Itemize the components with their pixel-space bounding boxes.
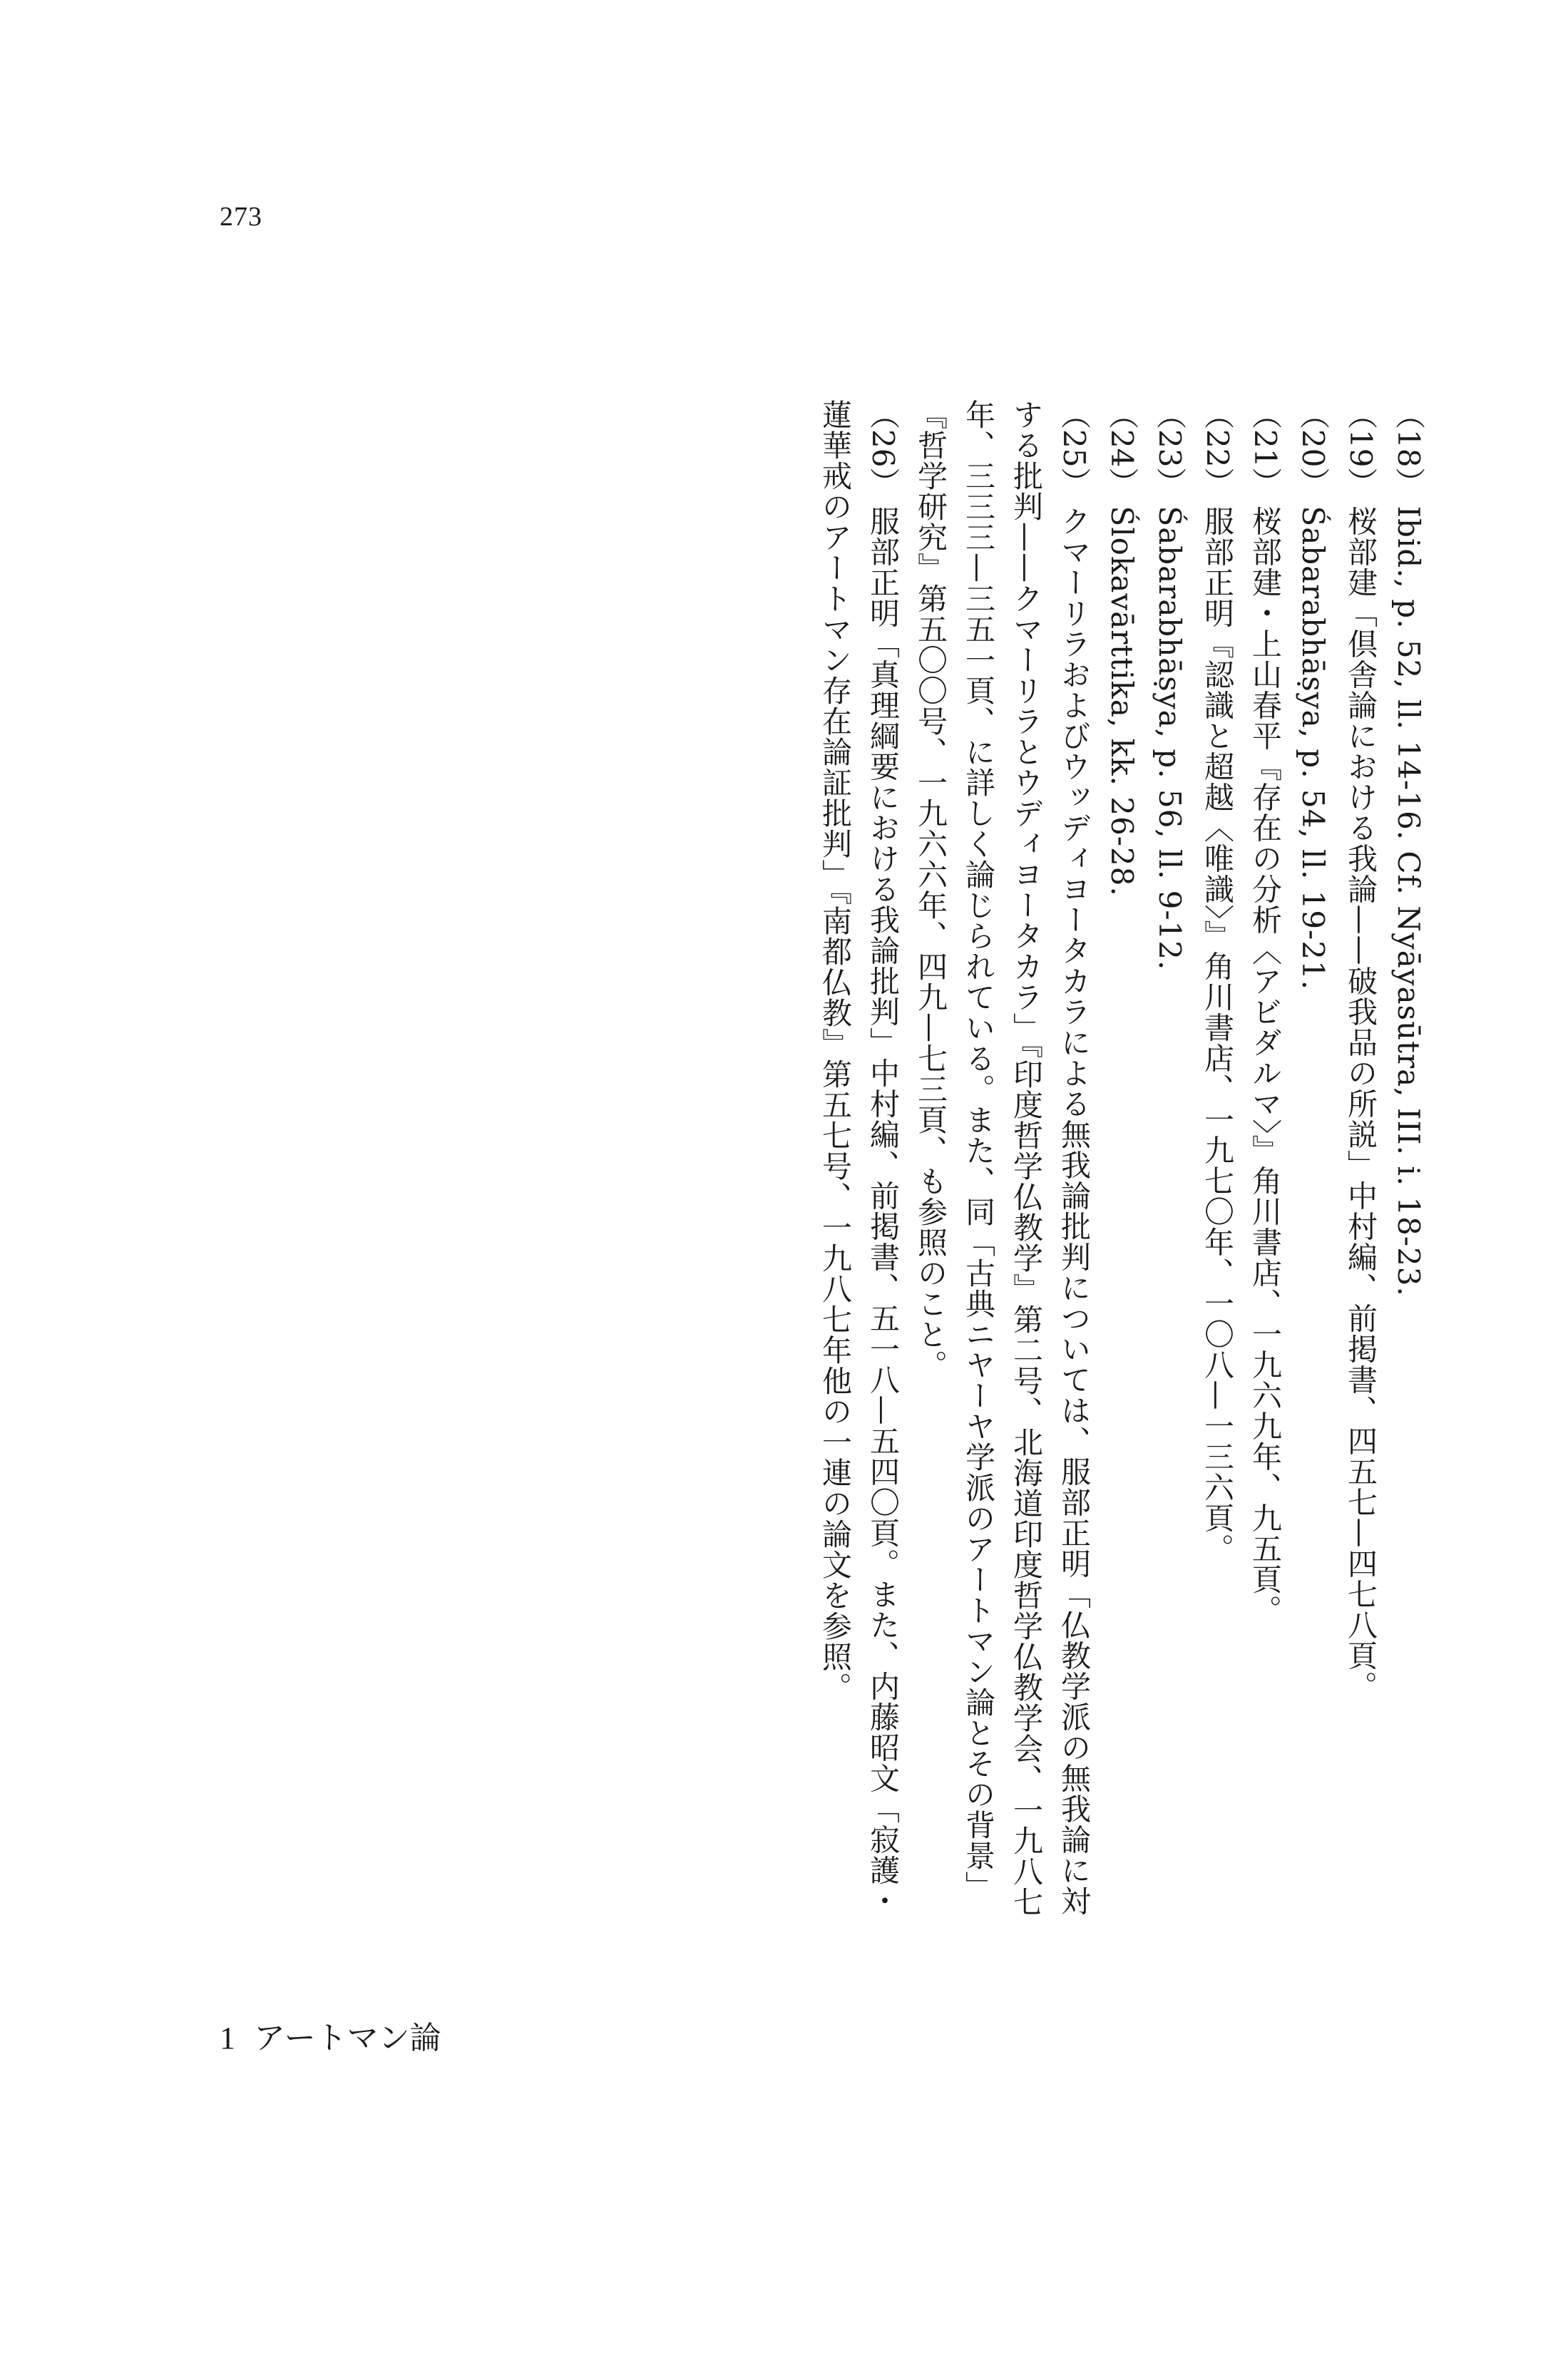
note-number: （25） bbox=[1057, 399, 1092, 498]
note-text: Ibid., p. 52, ll. 14-16. Cf. Nyāyasūtra, III. i. 18-23. bbox=[1391, 506, 1426, 1297]
note-21 bbox=[1241, 399, 1289, 1932]
note-text: 桜部建「倶舎論における我論——破我品の所説」中村編、前掲書、四五七—四七八頁。 bbox=[1343, 506, 1378, 1702]
note-number: （18） bbox=[1391, 399, 1426, 498]
note-23 bbox=[1146, 399, 1194, 1932]
note-number: （26） bbox=[866, 399, 901, 498]
note-text: 服部正明「真理綱要における我論批判」中村編、前掲書、五一八—五四〇頁。また、内藤昭文「寂護・蓮華戒のアートマン存在論証批判」『南都仏教』第五七号、一九八七年他の一連の論文を参照。 bbox=[818, 399, 901, 1917]
note-25 bbox=[907, 399, 1098, 1932]
note-number: （19） bbox=[1343, 399, 1378, 498]
note-20 bbox=[1289, 399, 1337, 1932]
endnotes bbox=[811, 399, 1433, 1932]
page-number: 273 bbox=[220, 202, 262, 232]
note-text: 桜部建・上山春平『存在の分析〈アビダルマ〉』角川書店、一九六九年、九五頁。 bbox=[1248, 506, 1283, 1626]
note-18 bbox=[1385, 399, 1433, 1932]
chapter-number: 1 bbox=[220, 2021, 235, 2056]
note-22 bbox=[1194, 399, 1241, 1932]
chapter-title: アートマン論 bbox=[254, 2020, 441, 2056]
note-19 bbox=[1337, 399, 1385, 1932]
note-number: （24） bbox=[1105, 399, 1139, 498]
note-text: Śabarabhāṣya, p. 54, ll. 19-21. bbox=[1296, 506, 1331, 991]
note-text: Ślokavārttika, kk. 26-28. bbox=[1105, 506, 1139, 897]
note-number: （20） bbox=[1296, 399, 1331, 498]
note-text: Śabarabhāṣya, p. 56, ll. 9-12. bbox=[1152, 506, 1187, 971]
running-footer bbox=[220, 2012, 441, 2058]
note-number: （22） bbox=[1200, 399, 1235, 498]
note-26 bbox=[811, 399, 907, 1932]
note-text: 服部正明『認識と超越〈唯識〉』角川書店、一九七〇年、一〇八—一三六頁。 bbox=[1200, 506, 1235, 1564]
note-number: （23） bbox=[1152, 399, 1187, 498]
note-number: （21） bbox=[1248, 399, 1283, 498]
note-text: クマーリラおよびウッディヨータカラによる無我論批判については、服部正明「仏教学派の無我論に対する批判——クマーリラとウディヨータカラ」『印度哲学仏教学』第二号、北海道印度哲学仏教学会、一九八七年、三三三—三五一頁、に詳しく論じられている。また、同「古典ニヤーヤ学派のアートマン論とその背景」『哲学研究』第五〇〇号、一九六六年、四九—七三頁、も参照のこと。 bbox=[913, 399, 1092, 1917]
note-24 bbox=[1098, 399, 1146, 1932]
